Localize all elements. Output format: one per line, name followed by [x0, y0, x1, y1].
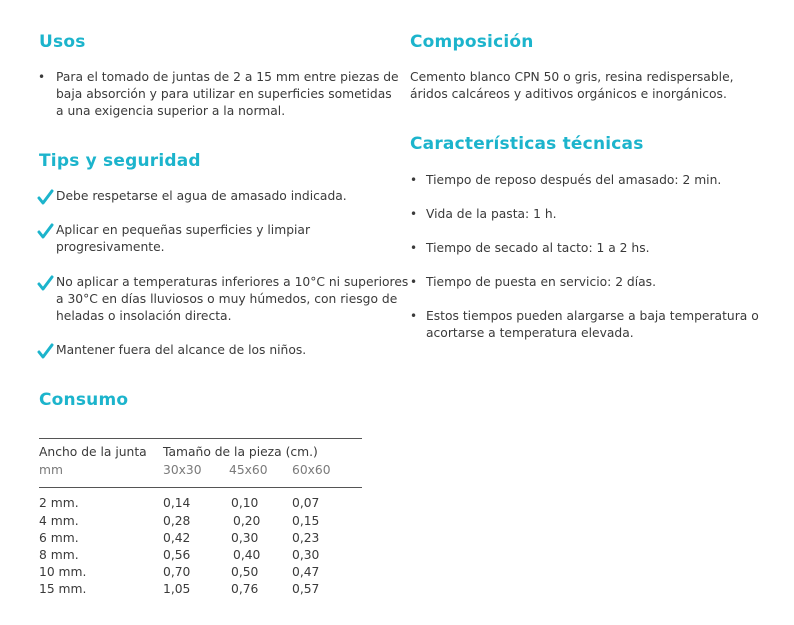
- table-size-1: 30x30: [163, 463, 202, 477]
- composicion-line-2: áridos calcáreos y aditivos orgánicos e inorgánicos.: [410, 87, 727, 101]
- table-header-ancho: Ancho de la junta: [39, 445, 147, 459]
- table-size-3: 60x60: [292, 463, 331, 477]
- row-value: 1,05: [163, 582, 191, 596]
- table-unit: mm: [39, 463, 63, 477]
- row-value: 0,15: [292, 514, 320, 528]
- check-icon: [37, 275, 53, 291]
- usos-line-3: a una exigencia superior a la normal.: [56, 104, 286, 118]
- tips-item-4: Mantener fuera del alcance de los niños.: [56, 343, 307, 357]
- row-value: 0,30: [292, 548, 320, 562]
- row-value: 0,70: [163, 565, 191, 579]
- caracteristicas-item-2: Vida de la pasta: 1 h.: [426, 207, 557, 221]
- tips-item-2-line-1: Aplicar en pequeñas superficies y limpiar: [56, 223, 311, 237]
- caracteristicas-heading: Características técnicas: [410, 134, 644, 154]
- row-ancho: 6 mm.: [39, 531, 79, 545]
- row-value: 0,40: [233, 548, 261, 562]
- check-icon: [37, 189, 53, 205]
- caracteristicas-bullet: •: [410, 173, 418, 187]
- tips-item-3-line-3: heladas o insolación directa.: [56, 309, 232, 323]
- row-ancho: 10 mm.: [39, 565, 87, 579]
- usos-line-2: baja absorción y para utilizar en superficies sometidas: [56, 87, 392, 101]
- tips-item-3-line-1: No aplicar a temperaturas inferiores a 10°C ni superiores: [56, 275, 409, 289]
- row-value: 0,50: [231, 565, 259, 579]
- row-value: 0,30: [231, 531, 259, 545]
- caracteristicas-item-5-line-1: Estos tiempos pueden alargarse a baja temperatura o: [426, 309, 759, 323]
- row-value: 0,07: [292, 496, 320, 510]
- tips-item-2-line-2: progresivamente.: [56, 240, 165, 254]
- row-ancho: 2 mm.: [39, 496, 79, 510]
- row-value: 0,56: [163, 548, 191, 562]
- table-header-tamano: Tamaño de la pieza (cm.): [163, 445, 318, 459]
- composicion-heading: Composición: [410, 32, 534, 52]
- composicion-line-1: Cemento blanco CPN 50 o gris, resina redispersable,: [410, 70, 734, 84]
- check-icon: [37, 343, 53, 359]
- usos-bullet: •: [38, 70, 46, 84]
- row-ancho: 8 mm.: [39, 548, 79, 562]
- caracteristicas-bullet: •: [410, 309, 418, 323]
- caracteristicas-item-5-line-2: acortarse a temperatura elevada.: [426, 326, 634, 340]
- usos-line-1: Para el tomado de juntas de 2 a 15 mm entre piezas de: [56, 70, 399, 84]
- caracteristicas-bullet: •: [410, 241, 418, 255]
- table-header-rule: [39, 487, 362, 488]
- row-value: 0,76: [231, 582, 259, 596]
- caracteristicas-bullet: •: [410, 275, 418, 289]
- caracteristicas-item-1: Tiempo de reposo después del amasado: 2 min.: [426, 173, 722, 187]
- table-size-2: 45x60: [229, 463, 268, 477]
- row-value: 0,47: [292, 565, 320, 579]
- check-icon: [37, 223, 53, 239]
- tips-item-3-line-2: a 30°C en días lluviosos o muy húmedos, con riesgo de: [56, 292, 398, 306]
- caracteristicas-item-3: Tiempo de secado al tacto: 1 a 2 hs.: [426, 241, 650, 255]
- caracteristicas-bullet: •: [410, 207, 418, 221]
- row-value: 0,14: [163, 496, 191, 510]
- row-value: 0,42: [163, 531, 191, 545]
- usos-heading: Usos: [39, 32, 86, 52]
- row-value: 0,57: [292, 582, 320, 596]
- row-value: 0,28: [163, 514, 191, 528]
- tips-heading: Tips y seguridad: [39, 151, 201, 171]
- row-ancho: 4 mm.: [39, 514, 79, 528]
- row-ancho: 15 mm.: [39, 582, 87, 596]
- table-top-rule: [39, 438, 362, 439]
- row-value: 0,23: [292, 531, 320, 545]
- row-value: 0,20: [233, 514, 261, 528]
- row-value: 0,10: [231, 496, 259, 510]
- caracteristicas-item-4: Tiempo de puesta en servicio: 2 días.: [426, 275, 656, 289]
- consumo-heading: Consumo: [39, 390, 129, 410]
- tips-item-1: Debe respetarse el agua de amasado indicada.: [56, 189, 347, 203]
